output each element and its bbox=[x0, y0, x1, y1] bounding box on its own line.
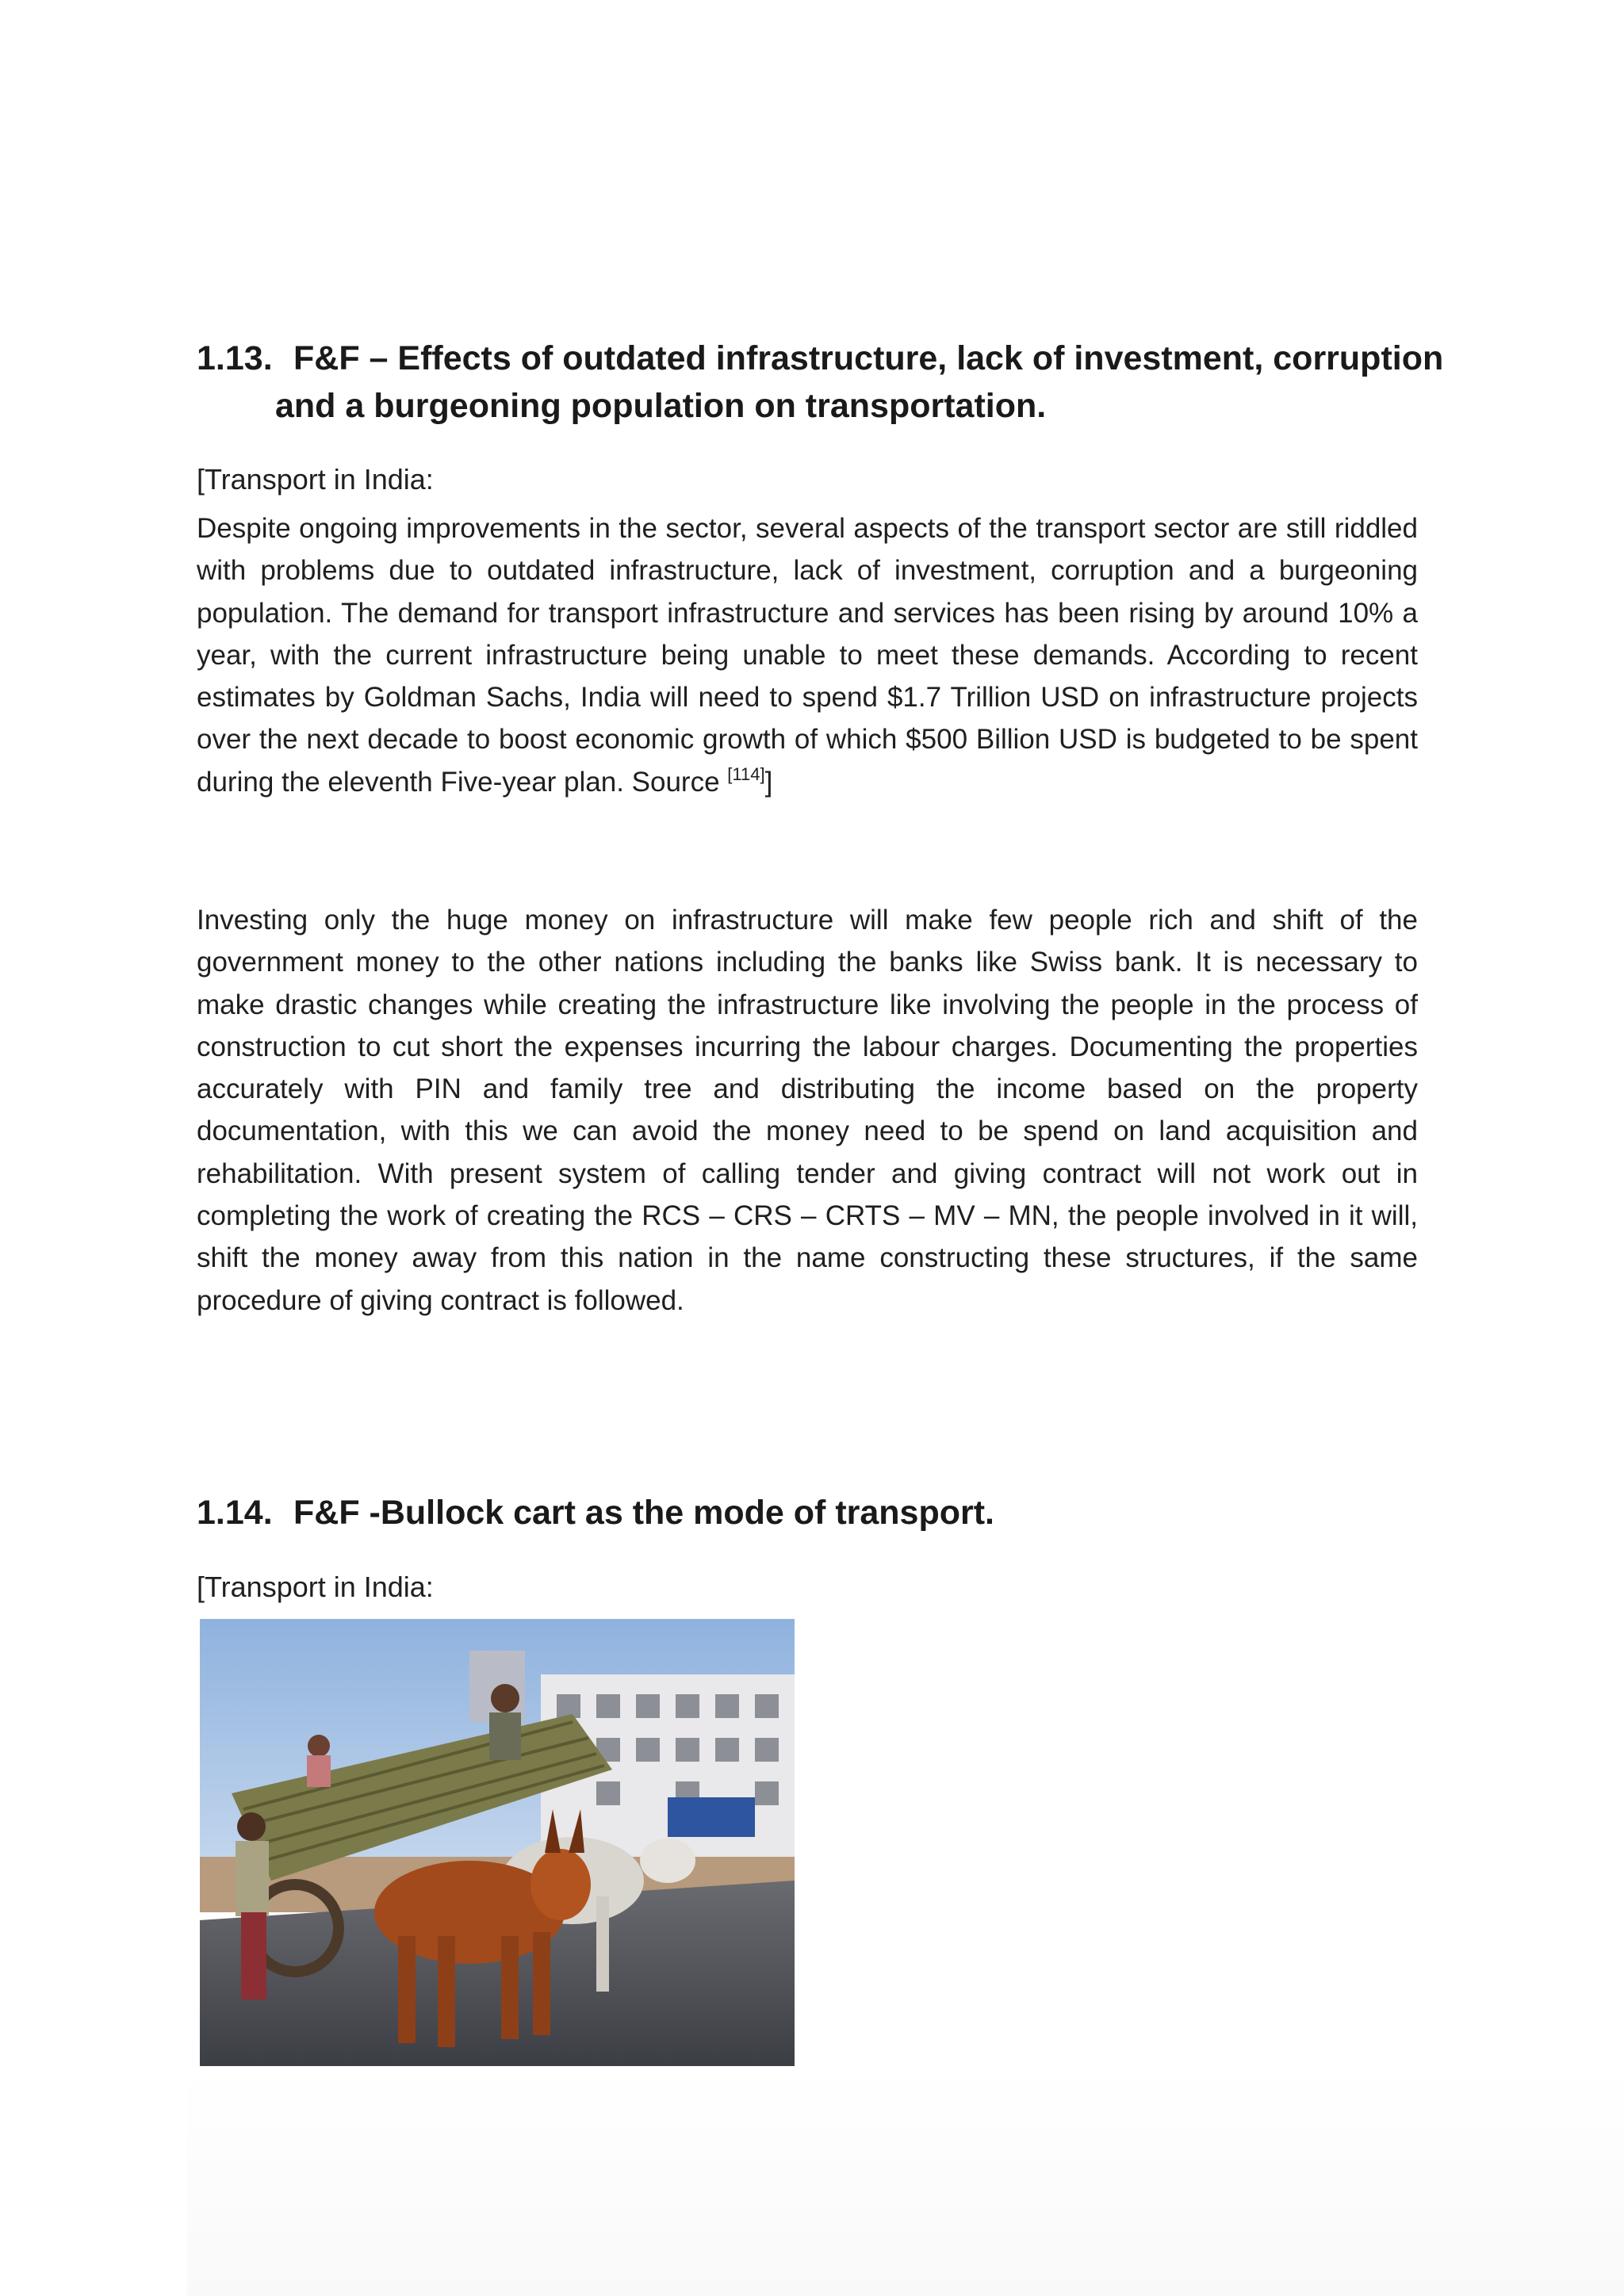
section-number: 1.13. bbox=[197, 339, 273, 377]
section-heading-1-14 bbox=[197, 1489, 994, 1536]
body-paragraph: Investing only the huge money on infrastructure will make few people rich and shift of the government money to the other nations including the banks like Swiss bank. It is necessary to make drastic changes while creating the infrastructure like involving the people in the process of construction to cut short the expenses incurring the labour charges. Documenting the properties accurately with PIN and family tree and distributing the income based on the property documentation, with this we can avoid the money need to be spend on land acquisition and rehabilitation. With present system of calling tender and giving contract will not work out in completing the work of creating the RCS – CRS – CRTS – MV – MN, the people involved in it will, shift the money away from this nation in the name constructing these structures, if the same procedure of giving contract is followed. bbox=[197, 905, 1418, 1316]
section-title: F&F -Bullock cart as the mode of transport. bbox=[293, 1494, 994, 1532]
quote-close: ] bbox=[764, 766, 773, 798]
section-heading-1-13 bbox=[197, 335, 1443, 430]
quote-text: Despite ongoing improvements in the sector, several aspects of the transport sector are still riddled with problems due to outdated infrastructure, lack of investment, corruption and a burgeoning population. The demand for transport infrastructure and services has been rising by around 10% a year, with the current infrastructure being unable to meet these demands. According to recent estimates by Goldman Sachs, India will need to spend $1.7 Trillion USD on infrastructure projects over the next decade to boost economic growth of which $500 Billion USD is budgeted to be spent during the eleventh Five-year plan. Source bbox=[197, 513, 1418, 798]
bullock-cart-photo bbox=[200, 1619, 795, 2066]
section-title-line1: F&F – Effects of outdated infrastructure, lack of investment, corruption bbox=[293, 339, 1444, 377]
reference-marker: [114] bbox=[727, 763, 765, 784]
page-bottom-shade bbox=[187, 2069, 1624, 2296]
quote-paragraph bbox=[197, 507, 1418, 803]
source-label: [Transport in India: bbox=[197, 1571, 434, 1603]
section-title-line2: and a burgeoning population on transportation. bbox=[275, 387, 1047, 425]
source-label: [Transport in India: bbox=[197, 463, 434, 496]
section-number: 1.14. bbox=[197, 1494, 273, 1532]
